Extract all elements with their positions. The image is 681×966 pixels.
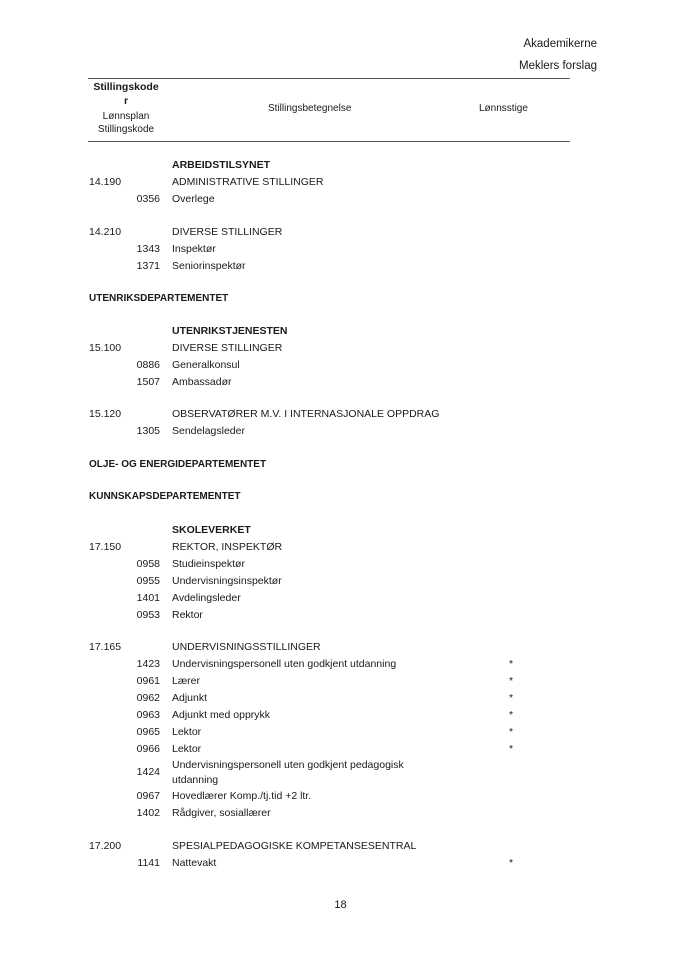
column-header-title: Stillingsbetegnelse <box>268 103 352 114</box>
department-heading: UTENRIKSDEPARTEMENTET <box>89 293 229 304</box>
position-code: 1141 <box>137 857 160 869</box>
position-code: 0965 <box>136 726 160 738</box>
position-code: 1343 <box>136 243 160 255</box>
column-header-code-cont: r <box>123 95 129 107</box>
organization-name: Akademikerne <box>523 38 597 50</box>
column-header-position-code: Stillingskode <box>97 124 155 135</box>
group-title: UNDERVISNINGSSTILLINGER <box>172 641 321 653</box>
position-title: Adjunkt <box>172 692 208 704</box>
salary-ladder-mark: * <box>509 692 514 704</box>
position-code: 0886 <box>136 359 160 371</box>
position-code: 1507 <box>136 376 160 388</box>
header-bottom-rule <box>88 141 570 142</box>
position-title: Lektor <box>172 743 202 755</box>
department-heading: KUNNSKAPSDEPARTEMENTET <box>89 491 241 502</box>
group-title: REKTOR, INSPEKTØR <box>172 541 283 553</box>
group-code: 14.210 <box>89 226 122 238</box>
column-header-code: Stillingskode <box>93 81 159 93</box>
salary-ladder-mark: * <box>509 675 514 687</box>
position-code: 0953 <box>136 609 160 621</box>
position-code: 0963 <box>136 709 160 721</box>
position-title: Studieinspektør <box>172 558 245 570</box>
position-title: Adjunkt med opprykk <box>172 709 271 721</box>
page-number: 18 <box>334 899 347 911</box>
position-title: Nattevakt <box>172 857 217 869</box>
salary-ladder-mark: * <box>509 743 514 755</box>
position-code: 1423 <box>136 658 160 670</box>
position-code: 1371 <box>136 260 160 272</box>
position-title: Rådgiver, sosiallærer <box>172 807 271 819</box>
position-code: 0967 <box>136 790 160 802</box>
header-top-rule <box>88 78 570 79</box>
salary-ladder-mark: * <box>509 726 514 738</box>
position-title: Generalkonsul <box>172 359 240 371</box>
position-title: Seniorinspektør <box>172 260 246 272</box>
position-code: 1401 <box>136 592 160 604</box>
position-title: Undervisningsinspektør <box>172 575 282 587</box>
position-title: Overlege <box>172 193 215 205</box>
group-code: 17.165 <box>89 641 122 653</box>
section-heading: UTENRIKSTJENESTEN <box>172 325 288 337</box>
group-title: DIVERSE STILLINGER <box>172 342 283 354</box>
group-code: 17.150 <box>89 541 122 553</box>
group-title: ADMINISTRATIVE STILLINGER <box>172 176 324 188</box>
group-code: 17.200 <box>89 840 122 852</box>
group-title: SPESIALPEDAGOGISKE KOMPETANSESENTRAL <box>172 840 417 852</box>
section-heading: SKOLEVERKET <box>172 524 251 536</box>
position-title: Undervisningspersonell uten godkjent pedagogisk <box>172 759 404 771</box>
salary-ladder-mark: * <box>509 658 514 670</box>
group-code: 15.120 <box>89 408 122 420</box>
salary-ladder-mark: * <box>509 857 514 869</box>
column-header-payplan: Lønnsplan <box>102 111 150 122</box>
position-title: Lektor <box>172 726 202 738</box>
position-title: Undervisningspersonell uten godkjent utdanning <box>172 658 397 670</box>
group-title: DIVERSE STILLINGER <box>172 226 283 238</box>
salary-ladder-mark: * <box>509 709 514 721</box>
group-title: OBSERVATØRER M.V. I INTERNASJONALE OPPDRAG <box>172 408 440 420</box>
position-code: 0955 <box>136 575 160 587</box>
column-header-salary-ladder: Lønnsstige <box>479 103 528 114</box>
group-code: 15.100 <box>89 342 122 354</box>
position-title: Ambassadør <box>172 376 232 388</box>
position-code: 0356 <box>136 193 160 205</box>
position-code: 1305 <box>136 425 160 437</box>
section-heading: ARBEIDSTILSYNET <box>172 159 271 171</box>
position-title: Sendelagsleder <box>172 425 245 437</box>
position-title-cont: utdanning <box>172 774 219 786</box>
position-code: 0966 <box>136 743 160 755</box>
position-code: 0961 <box>136 675 160 687</box>
position-code: 1402 <box>136 807 160 819</box>
position-code: 0962 <box>136 692 160 704</box>
position-title: Lærer <box>172 675 201 687</box>
department-heading: OLJE- OG ENERGIDEPARTEMENTET <box>89 459 267 470</box>
group-code: 14.190 <box>89 176 122 188</box>
position-title: Inspektør <box>172 243 216 255</box>
position-title: Rektor <box>172 609 203 621</box>
position-code: 0958 <box>136 558 160 570</box>
document-subtitle: Meklers forslag <box>519 60 597 72</box>
position-title: Hovedlærer Komp./tj.tid +2 ltr. <box>172 790 312 802</box>
position-title: Avdelingsleder <box>172 592 241 604</box>
position-code: 1424 <box>136 766 160 778</box>
